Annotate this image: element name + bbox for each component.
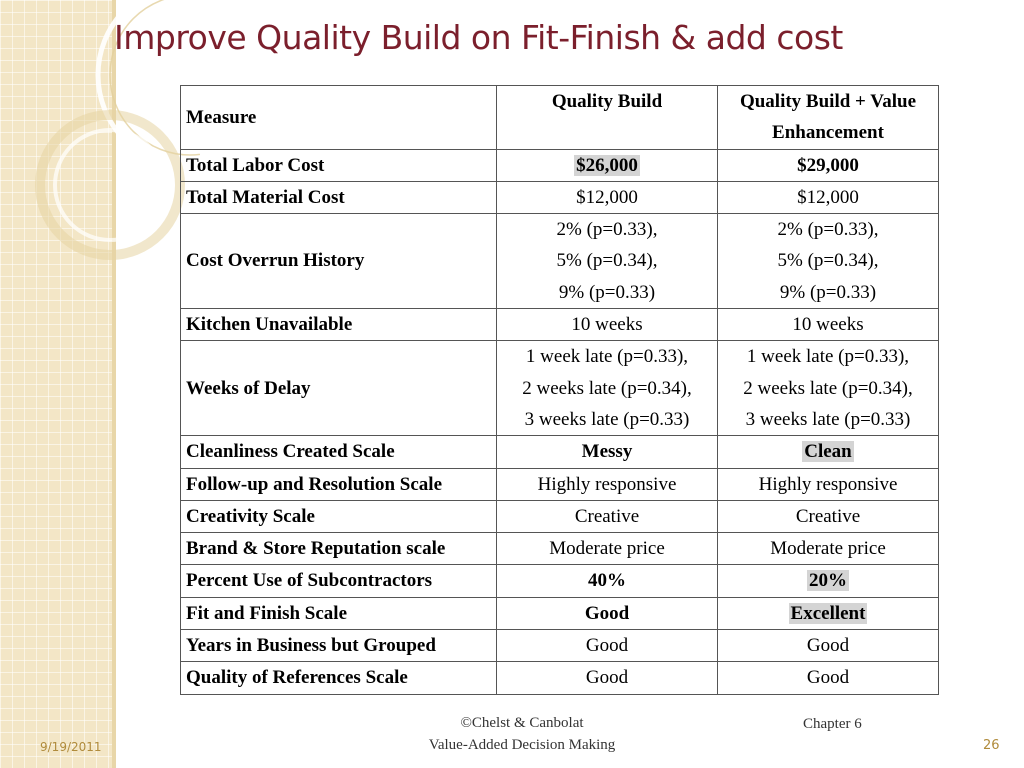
header-measure: Measure <box>181 86 497 150</box>
value-cell: Moderate price <box>497 533 718 565</box>
measure-cell: Creativity Scale <box>181 500 497 532</box>
page-number: 26 <box>983 738 1000 753</box>
value-cell: 10 weeks <box>497 309 718 341</box>
value-line: 2 weeks late (p=0.34), <box>522 377 692 399</box>
value-cell <box>497 436 718 468</box>
value-cell: 10 weeks <box>718 309 939 341</box>
value-cell <box>718 565 939 597</box>
highlighted-value: 20% <box>809 570 847 592</box>
value-cell: Highly responsive <box>497 468 718 500</box>
value-cell: Moderate price <box>718 533 939 565</box>
table-row <box>181 341 939 436</box>
table-row <box>181 597 939 629</box>
value-line: 2% (p=0.33), <box>777 219 879 241</box>
value-line: 1 week late (p=0.33), <box>746 346 910 368</box>
measure-cell: Brand & Store Reputation scale <box>181 533 497 565</box>
measure-cell: Weeks of Delay <box>181 341 497 436</box>
value-cell <box>718 341 939 436</box>
value-line: 3 weeks late (p=0.33) <box>745 408 911 430</box>
footer-chapter: Chapter 6 <box>803 716 862 732</box>
table-row <box>181 500 939 532</box>
value-cell <box>718 214 939 309</box>
value-cell: Good <box>718 630 939 662</box>
value-cell: $12,000 <box>718 181 939 213</box>
value-cell <box>718 149 939 181</box>
value-cell: Good <box>497 630 718 662</box>
measure-cell: Quality of References Scale <box>181 662 497 694</box>
slide-title: Improve Quality Build on Fit-Finish & add cost <box>114 18 843 57</box>
measure-cell: Follow-up and Resolution Scale <box>181 468 497 500</box>
footer-credit <box>400 712 644 756</box>
measure-cell: Cleanliness Created Scale <box>181 436 497 468</box>
value-cell: Good <box>718 662 939 694</box>
highlighted-value: Excellent <box>790 602 866 624</box>
table-row <box>181 662 939 694</box>
header-quality-build: Quality Build <box>497 86 718 150</box>
table-row <box>181 565 939 597</box>
table-row <box>181 309 939 341</box>
value-line: 1 week late (p=0.33), <box>525 346 689 368</box>
value-cell <box>497 214 718 309</box>
highlighted-value: Clean <box>804 441 852 463</box>
table-row <box>181 630 939 662</box>
measure-cell: Percent Use of Subcontractors <box>181 565 497 597</box>
value-cell <box>718 436 939 468</box>
highlighted-value: $26,000 <box>576 154 638 176</box>
value-cell: Creative <box>497 500 718 532</box>
value-line: 9% (p=0.33) <box>779 281 877 303</box>
header-quality-build-value-enhancement: Quality Build + Value Enhancement <box>718 86 939 150</box>
table-row <box>181 533 939 565</box>
footer-copyright: ©Chelst & Canbolat <box>460 715 584 731</box>
value-text: 40% <box>588 570 626 592</box>
measures-table <box>180 85 939 695</box>
value-cell <box>497 341 718 436</box>
value-cell <box>497 597 718 629</box>
table-row <box>181 468 939 500</box>
value-line: 5% (p=0.34), <box>556 250 658 272</box>
value-cell <box>718 597 939 629</box>
measure-cell: Total Material Cost <box>181 181 497 213</box>
table-row <box>181 149 939 181</box>
value-cell: Highly responsive <box>718 468 939 500</box>
measure-cell: Total Labor Cost <box>181 149 497 181</box>
value-text: $29,000 <box>797 154 859 176</box>
table-row <box>181 214 939 309</box>
measure-cell: Years in Business but Grouped <box>181 630 497 662</box>
measure-cell: Fit and Finish Scale <box>181 597 497 629</box>
measure-cell: Kitchen Unavailable <box>181 309 497 341</box>
value-text: Good <box>584 602 630 624</box>
footer-book-title: Value-Added Decision Making <box>428 737 616 753</box>
table-row <box>181 181 939 213</box>
value-cell <box>497 565 718 597</box>
value-line: 9% (p=0.33) <box>558 281 656 303</box>
value-line: 2% (p=0.33), <box>556 219 658 241</box>
value-line: 5% (p=0.34), <box>777 250 879 272</box>
value-cell: Creative <box>718 500 939 532</box>
value-text: Messy <box>581 441 633 463</box>
value-cell: $12,000 <box>497 181 718 213</box>
table-header-row <box>181 86 939 150</box>
table-row <box>181 436 939 468</box>
value-line: 2 weeks late (p=0.34), <box>743 377 913 399</box>
footer-date: 9/19/2011 <box>40 740 102 754</box>
value-cell <box>497 149 718 181</box>
measure-cell: Cost Overrun History <box>181 214 497 309</box>
value-line: 3 weeks late (p=0.33) <box>524 408 690 430</box>
value-cell: Good <box>497 662 718 694</box>
